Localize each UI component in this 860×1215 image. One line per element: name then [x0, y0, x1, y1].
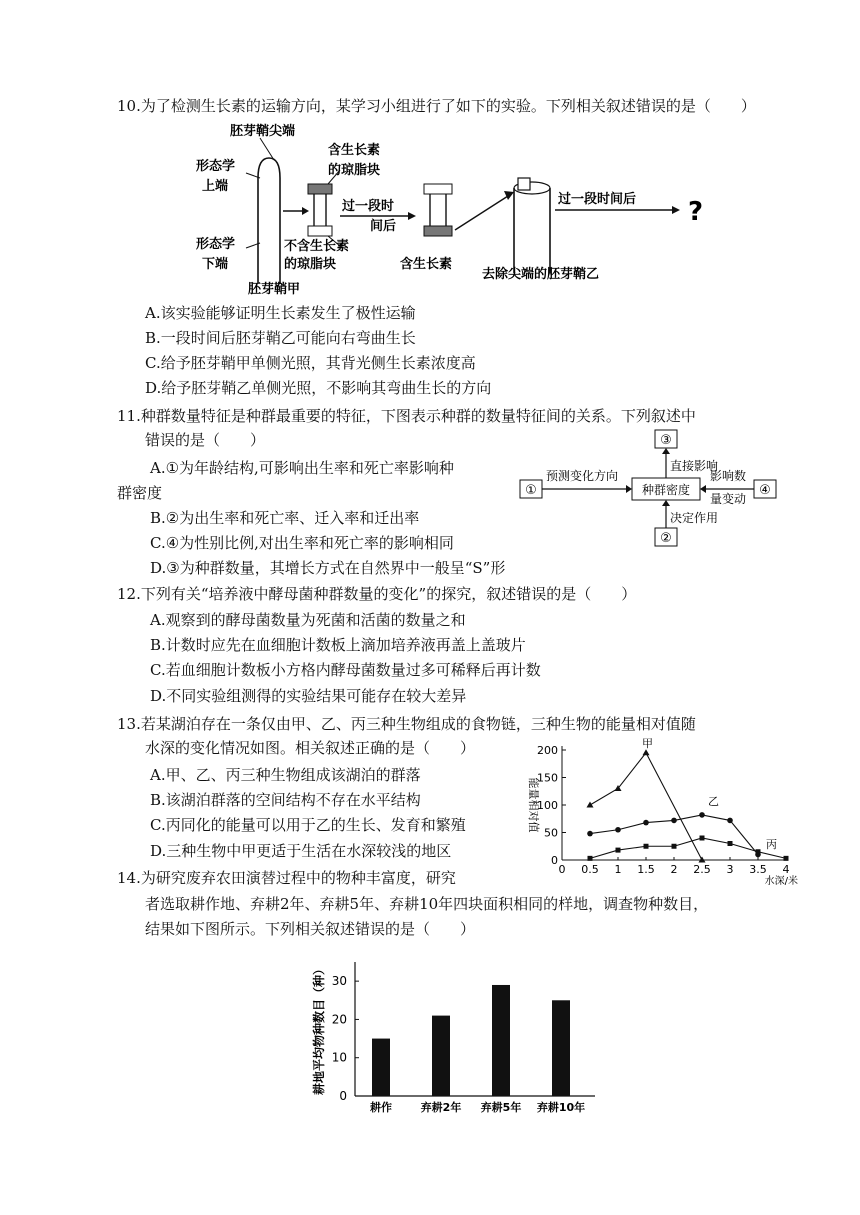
y-tick-label: 150	[537, 771, 558, 785]
x-tick-label: 0	[558, 863, 566, 876]
series-label: 甲	[642, 736, 653, 750]
svg-text:的琼脂块: 的琼脂块	[328, 163, 381, 178]
y-tick-label: 0	[551, 854, 558, 867]
series-point	[672, 844, 677, 849]
q14-stem-1: 14.为研究废弃农田演替过程中的物种丰富度，研究	[117, 869, 456, 887]
bar	[372, 1039, 390, 1096]
x-tick-label: 弃耕2年	[420, 1101, 462, 1114]
svg-text:含生长素: 含生长素	[328, 143, 381, 158]
label-lower-end-1: 形态学	[196, 237, 236, 252]
q11-option-b: B.②为出生率和死亡率、迁入率和迁出率	[150, 509, 420, 527]
q12-option-d: D.不同实验组测得的实验结果可能存在较大差异	[150, 687, 467, 705]
q14-stem-3: 结果如下图所示。下列相关叙述错误的是（ ）	[145, 920, 476, 938]
box-2: ②	[660, 531, 672, 546]
series-point	[727, 818, 733, 824]
y-tick-label: 10	[331, 1050, 347, 1065]
q13-line-chart	[518, 736, 800, 886]
x-axis-label: 水深/米	[764, 876, 798, 886]
svg-text:量变动: 量变动	[710, 492, 747, 506]
svg-text:的琼脂块: 的琼脂块	[284, 257, 337, 272]
box-3: ③	[660, 433, 672, 448]
svg-text:预测变化方向: 预测变化方向	[546, 469, 619, 483]
series-point	[700, 836, 705, 841]
x-tick-label: 1.5	[637, 863, 655, 876]
q13-stem-1: 13.若某湖泊存在一条仅由甲、乙、丙三种生物组成的食物链，三种生物的能量相对值随	[117, 715, 696, 733]
svg-text:直接影响: 直接影响	[670, 459, 719, 473]
series-point	[615, 827, 621, 833]
x-tick-label: 耕作	[370, 1101, 392, 1114]
q14-bar-chart	[305, 950, 605, 1125]
box-4: ④	[759, 483, 771, 498]
q11-stem-1: 11.种群数量特征是种群最重要的特征，下图表示种群的数量特征间的关系。下列叙述中	[117, 407, 696, 425]
series-point	[728, 841, 733, 846]
x-tick-label: 2	[670, 863, 678, 876]
x-tick-label: 2.5	[693, 863, 711, 876]
label-tip: 胚芽鞘尖端	[230, 124, 296, 139]
svg-text:影响数: 影响数	[710, 469, 747, 483]
label-upper-end-1: 形态学	[196, 159, 236, 174]
q13-stem-2: 水深的变化情况如图。相关叙述正确的是（ ）	[145, 739, 476, 757]
q10-stem: 10.为了检测生长素的运输方向，某学习小组进行了如下的实验。下列相关叙述错误的是（ ）	[117, 97, 756, 115]
agar-top-1	[308, 184, 332, 194]
series-point	[587, 831, 593, 837]
y-axis-label: 能量相对值	[527, 777, 540, 833]
q11-figure	[518, 428, 783, 552]
q12-option-a: A.观察到的酵母菌数量为死菌和活菌的数量之和	[150, 611, 466, 629]
agar-top-2	[424, 184, 452, 194]
coleoptile-a-shape	[258, 158, 280, 283]
label-upper-end-2: 上端	[202, 179, 229, 194]
box-center: 种群密度	[641, 483, 691, 497]
series-point	[671, 818, 677, 824]
q11-stem-2: 错误的是（ ）	[145, 431, 266, 449]
y-tick-label: 20	[331, 1012, 347, 1027]
x-tick-label: 1	[614, 863, 622, 876]
series-point	[588, 856, 593, 861]
box-1: ①	[525, 483, 537, 498]
q10-option-c: C.给予胚芽鞘甲单侧光照，其背光侧生长素浓度高	[145, 354, 476, 372]
q12-stem: 12.下列有关“培养液中酵母菌种群数量的变化”的探究，叙述错误的是（ ）	[117, 585, 637, 603]
series-point	[643, 820, 649, 826]
series-point	[699, 812, 705, 818]
svg-text:间后: 间后	[370, 219, 397, 234]
agar-bottom-2	[424, 226, 452, 236]
q13-option-a: A.甲、乙、丙三种生物组成该湖泊的群落	[150, 766, 421, 784]
x-tick-label: 0.5	[581, 863, 599, 876]
series-point	[643, 749, 650, 755]
q11-option-d: D.③为种群数量，其增长方式在自然界中一般呈“S”形	[150, 559, 506, 577]
q13-option-c: C.丙同化的能量可以用于乙的生长、发育和繁殖	[150, 816, 466, 834]
x-tick-label: 弃耕5年	[480, 1101, 522, 1114]
bar	[492, 985, 510, 1096]
svg-text:含生长素: 含生长素	[400, 257, 453, 272]
y-tick-label: 200	[537, 744, 558, 757]
series-label: 乙	[708, 794, 719, 808]
svg-text:过一段时间后: 过一段时间后	[558, 192, 637, 207]
svg-text:不含生长素: 不含生长素	[284, 239, 350, 254]
y-tick-label: 50	[544, 826, 558, 840]
q10-option-b: B.一段时间后胚芽鞘乙可能向右弯曲生长	[145, 329, 416, 347]
y-tick-label: 0	[339, 1089, 347, 1103]
series-point	[784, 856, 789, 861]
question-mark: ?	[688, 197, 704, 227]
y-tick-label: 30	[331, 974, 347, 989]
label-coleoptile-a: 胚芽鞘甲	[248, 282, 301, 297]
series-point	[756, 849, 761, 854]
agar-bottom-1	[308, 226, 332, 236]
series-label: 丙	[766, 837, 777, 851]
series-point	[616, 848, 621, 853]
q10-figure	[190, 118, 750, 298]
q13-option-d: D.三种生物中甲更适于生活在水深较浅的地区	[150, 842, 452, 860]
svg-text:决定作用: 决定作用	[670, 511, 719, 525]
svg-text:过一段时: 过一段时	[342, 199, 395, 214]
q11-option-a-2: 群密度	[117, 484, 163, 502]
x-tick-label: 4	[782, 863, 790, 876]
x-tick-label: 3.5	[749, 863, 767, 876]
y-tick-label: 100	[537, 799, 558, 812]
q12-option-c: C.若血细胞计数板小方格内酵母菌数量过多可稀释后再计数	[150, 661, 541, 679]
x-tick-label: 弃耕10年	[536, 1101, 586, 1114]
q10-option-a: A.该实验能够证明生长素发生了极性运输	[145, 304, 416, 322]
bar	[432, 1016, 450, 1096]
series-point	[587, 802, 594, 808]
bar	[552, 1000, 570, 1096]
x-tick-label: 3	[726, 863, 734, 876]
svg-text:去除尖端的胚芽鞘乙: 去除尖端的胚芽鞘乙	[482, 267, 600, 282]
label-lower-end-2: 下端	[202, 257, 229, 272]
q14-stem-2: 者选取耕作地、弃耕2年、弃耕5年、弃耕10年四块面积相同的样地，调查物种数目，	[145, 895, 709, 913]
q12-option-b: B.计数时应先在血细胞计数板上滴加培养液再盖上盖玻片	[150, 636, 526, 654]
q11-option-c: C.④为性别比例,对出生率和死亡率的影响相同	[150, 534, 454, 552]
y-axis-label: 耕地平均物种数目（种）	[312, 962, 326, 1096]
q13-option-b: B.该湖泊群落的空间结构不存在水平结构	[150, 791, 421, 809]
q10-option-d: D.给予胚芽鞘乙单侧光照，不影响其弯曲生长的方向	[145, 379, 492, 397]
q11-option-a-1: A.①为年龄结构,可影响出生率和死亡率影响种	[150, 459, 454, 477]
series-point	[644, 844, 649, 849]
